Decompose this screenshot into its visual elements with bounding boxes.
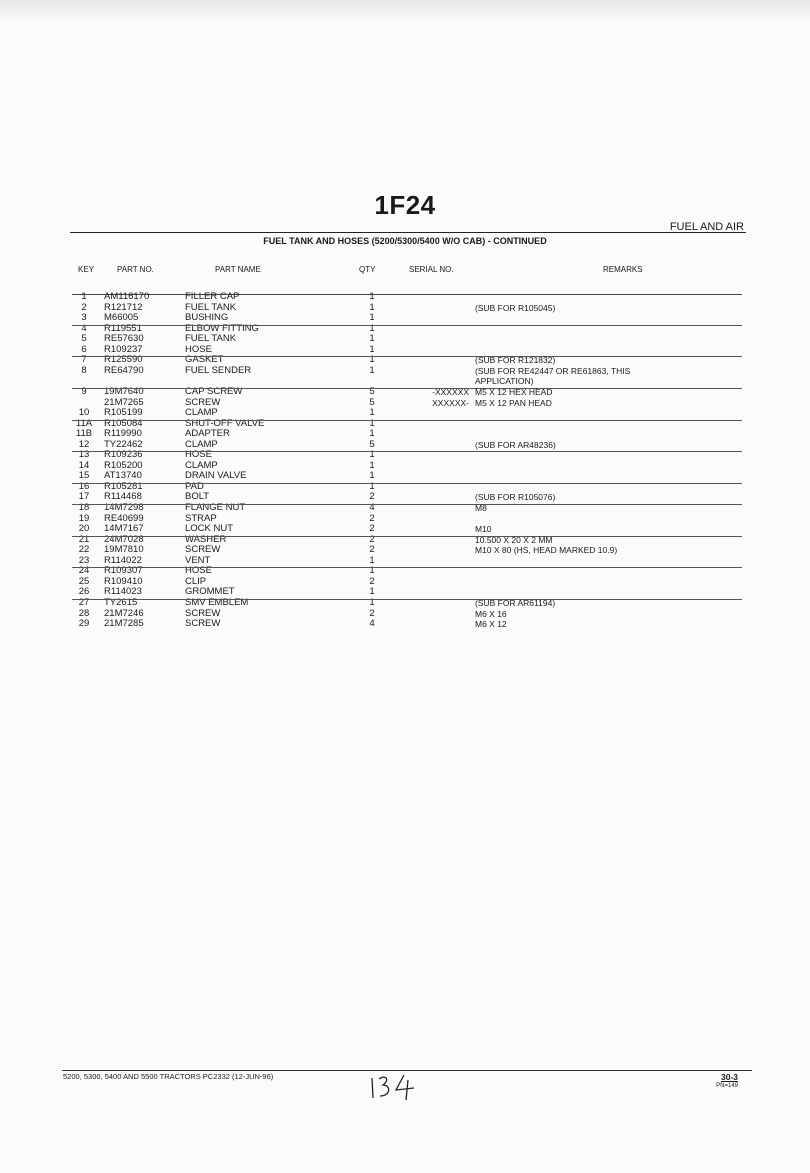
table-row — [0, 366, 810, 377]
part-qty: 1 — [369, 554, 375, 566]
part-name: HOSE — [185, 343, 212, 355]
part-name: CAP SCREW — [185, 385, 243, 397]
part-key: 5 — [81, 333, 87, 345]
part-name: SCREW — [185, 618, 221, 630]
group-divider — [72, 451, 742, 452]
part-qty: 1 — [369, 333, 375, 345]
remarks: (SUB FOR AR61194) — [475, 597, 556, 608]
part-number: R114023 — [104, 586, 142, 598]
part-key: 7 — [81, 354, 87, 366]
part-number: RE64790 — [104, 364, 144, 376]
scan-edge — [0, 0, 810, 22]
part-name: HOSE — [185, 565, 212, 577]
section-label: FUEL AND AIR — [669, 221, 744, 233]
part-key: 24 — [78, 565, 90, 577]
part-key: 10 — [78, 407, 90, 419]
part-name: DRAIN VALVE — [185, 470, 247, 482]
page-title: 1F24 — [374, 190, 436, 220]
part-name: BOLT — [185, 491, 210, 503]
part-qty: 1 — [369, 417, 375, 429]
part-qty: 1 — [369, 449, 375, 461]
part-number: M66005 — [104, 312, 139, 324]
group-divider — [72, 325, 742, 326]
part-number: R105084 — [104, 417, 143, 429]
part-key: 13 — [78, 449, 90, 461]
part-key: 18 — [78, 502, 90, 513]
remarks: M6 X 16 — [475, 608, 507, 619]
part-name: LOCK NUT — [185, 523, 234, 535]
handwritten-page-number — [368, 1072, 420, 1107]
part-qty: 1 — [369, 480, 375, 492]
part-number: R105199 — [104, 407, 143, 419]
remarks: (SUB FOR R121832) — [475, 355, 556, 366]
remarks: (SUB FOR R105045) — [475, 302, 556, 313]
part-number: R109307 — [104, 565, 143, 577]
part-key: 1 — [81, 291, 87, 302]
part-number: 21M7246 — [104, 607, 144, 619]
column-header-part-no: PART NO. — [117, 265, 154, 274]
group-divider — [72, 504, 742, 505]
part-name: PAD — [185, 480, 204, 492]
part-qty: 1 — [369, 459, 375, 471]
part-number: R109237 — [104, 343, 143, 355]
footer-pn: PN=149 — [716, 1083, 738, 1089]
part-number: AM116170 — [104, 291, 150, 302]
part-key: 17 — [78, 491, 90, 503]
part-number: 24M7028 — [104, 533, 144, 545]
part-key: 29 — [78, 618, 90, 630]
part-qty: 1 — [369, 312, 375, 324]
part-key: 25 — [78, 575, 90, 587]
remarks: (SUB FOR RE42447 OR RE61863, THIS — [475, 365, 631, 376]
part-number: R119551 — [104, 322, 142, 334]
part-key: 11A — [75, 417, 93, 429]
part-key: 11B — [75, 428, 93, 440]
part-key: 12 — [78, 438, 90, 450]
column-header-serial-no: SERIAL NO. — [409, 265, 454, 274]
group-divider — [72, 536, 742, 537]
part-name: FLANGE NUT — [185, 502, 246, 513]
part-number: 19M7810 — [104, 544, 144, 556]
column-header-remarks: REMARKS — [603, 265, 643, 274]
part-name: SCREW — [185, 607, 221, 619]
footer-publication: 5200, 5300, 5400 AND 5500 TRACTORS PC2332 (12-JUN-96) — [63, 1072, 274, 1081]
part-qty: 4 — [369, 618, 375, 630]
part-name: WASHER — [185, 533, 227, 545]
part-key: 21 — [78, 533, 90, 545]
remarks: 10.500 X 20 X 2 MM — [475, 534, 553, 545]
part-name: GROMMET — [185, 586, 235, 598]
part-key: 26 — [78, 586, 90, 598]
part-name: BUSHING — [185, 312, 229, 324]
footer-page-number: 30-3 — [720, 1072, 738, 1082]
group-divider — [72, 599, 742, 600]
part-name: CLIP — [185, 575, 207, 587]
part-key: 15 — [78, 470, 90, 482]
part-qty: 4 — [369, 502, 375, 513]
remarks: M6 X 12 — [475, 619, 507, 630]
part-name: GASKET — [185, 354, 224, 366]
part-name: CLAMP — [185, 459, 218, 471]
part-qty: 1 — [369, 586, 375, 598]
part-name: FUEL TANK — [185, 333, 237, 345]
remarks: M10 X 80 (HS, HEAD MARKED 10.9) — [475, 545, 618, 556]
handwritten-134-mark — [368, 1072, 420, 1102]
part-name: FUEL TANK — [185, 301, 237, 313]
part-qty: 1 — [369, 470, 375, 482]
part-number: RE57630 — [104, 333, 144, 345]
part-key: 6 — [81, 343, 87, 355]
part-key: 28 — [78, 607, 90, 619]
part-key: 3 — [81, 312, 87, 324]
group-divider — [72, 420, 742, 421]
remarks: M8 — [475, 503, 487, 513]
part-name: VENT — [185, 554, 211, 566]
part-key: 27 — [78, 596, 90, 608]
footer-rule — [62, 1070, 752, 1071]
part-name: ADAPTER — [185, 428, 230, 440]
part-number: TY2615 — [104, 596, 138, 608]
part-number: 19M7640 — [104, 385, 144, 397]
part-qty: 2 — [369, 533, 375, 545]
part-name: STRAP — [185, 512, 217, 524]
part-number: AT13740 — [104, 470, 142, 482]
part-number: 14M7167 — [104, 523, 144, 535]
column-header-qty: QTY — [359, 265, 376, 274]
part-qty: 1 — [369, 565, 375, 577]
part-number: R109236 — [104, 449, 143, 461]
part-qty: 2 — [369, 544, 375, 556]
part-qty: 1 — [369, 428, 375, 440]
part-name: CLAMP — [185, 438, 218, 450]
part-number: 21M7265 — [104, 396, 144, 408]
part-name: CLAMP — [185, 407, 218, 419]
serial-number: XXXXXX- — [432, 397, 469, 408]
table-row — [0, 619, 810, 630]
part-name: FILLER CAP — [185, 291, 240, 302]
part-number: R105281 — [104, 480, 143, 492]
remarks: (SUB FOR R105076) — [475, 492, 556, 503]
part-key: 16 — [78, 480, 90, 492]
header-rule — [70, 232, 746, 233]
remarks: M5 X 12 HEX HEAD — [475, 386, 553, 397]
part-qty: 1 — [369, 322, 375, 334]
part-qty: 1 — [369, 354, 375, 366]
part-key: 9 — [81, 385, 87, 397]
part-qty: 5 — [369, 438, 375, 450]
serial-number: -XXXXXX — [432, 386, 469, 397]
part-name: HOSE — [185, 449, 212, 461]
part-key: 22 — [78, 544, 90, 556]
remarks: M10 — [475, 524, 492, 535]
part-qty: 2 — [369, 607, 375, 619]
column-header-key: KEY — [78, 265, 95, 274]
part-key: 20 — [78, 523, 90, 535]
part-key: 14 — [78, 459, 90, 471]
part-name: SMV EMBLEM — [185, 596, 249, 608]
part-qty: 5 — [369, 396, 375, 408]
part-key: 23 — [78, 554, 90, 566]
group-divider — [72, 483, 742, 484]
part-number: 14M7298 — [104, 502, 144, 513]
part-name: SCREW — [185, 544, 221, 556]
part-qty: 5 — [369, 385, 375, 397]
part-qty: 1 — [369, 291, 375, 302]
part-number: TY22462 — [104, 438, 143, 450]
part-number: R105200 — [104, 459, 143, 471]
part-number: RE40699 — [104, 512, 144, 524]
part-qty: 1 — [369, 407, 375, 419]
part-number: R109410 — [104, 575, 143, 587]
group-divider — [72, 356, 742, 357]
part-qty: 2 — [369, 523, 375, 535]
remarks: M5 X 12 PAN HEAD — [475, 397, 552, 408]
part-qty: 1 — [369, 364, 375, 376]
part-qty: 2 — [369, 491, 375, 503]
part-name: FUEL SENDER — [185, 364, 252, 376]
part-number: R121712 — [104, 301, 143, 313]
part-number: R119990 — [104, 428, 142, 440]
part-qty: 2 — [369, 512, 375, 524]
part-name: SHUT-OFF VALVE — [185, 417, 265, 429]
part-qty: 1 — [369, 301, 375, 313]
part-key: 8 — [81, 364, 87, 376]
part-name: SCREW — [185, 396, 221, 408]
part-number: R114468 — [104, 491, 142, 503]
table-subtitle: FUEL TANK AND HOSES (5200/5300/5400 W/O CAB) - CONTINUED — [263, 236, 547, 246]
group-divider — [72, 388, 742, 389]
part-qty: 2 — [369, 575, 375, 587]
table-row — [0, 292, 810, 303]
part-key: 19 — [78, 512, 90, 524]
part-key: 2 — [81, 301, 87, 313]
part-name: ELBOW FITTING — [185, 322, 259, 334]
remarks: APPLICATION) — [475, 376, 534, 387]
part-number: 21M7285 — [104, 618, 144, 630]
part-number: R125590 — [104, 354, 143, 366]
part-qty: 1 — [369, 343, 375, 355]
column-header-part-name: PART NAME — [215, 265, 261, 274]
part-number: R114022 — [104, 554, 142, 566]
remarks: (SUB FOR AR48236) — [475, 439, 556, 450]
part-qty: 1 — [369, 596, 375, 608]
table-row — [0, 408, 810, 419]
group-divider — [72, 567, 742, 568]
part-key: 4 — [81, 322, 87, 334]
